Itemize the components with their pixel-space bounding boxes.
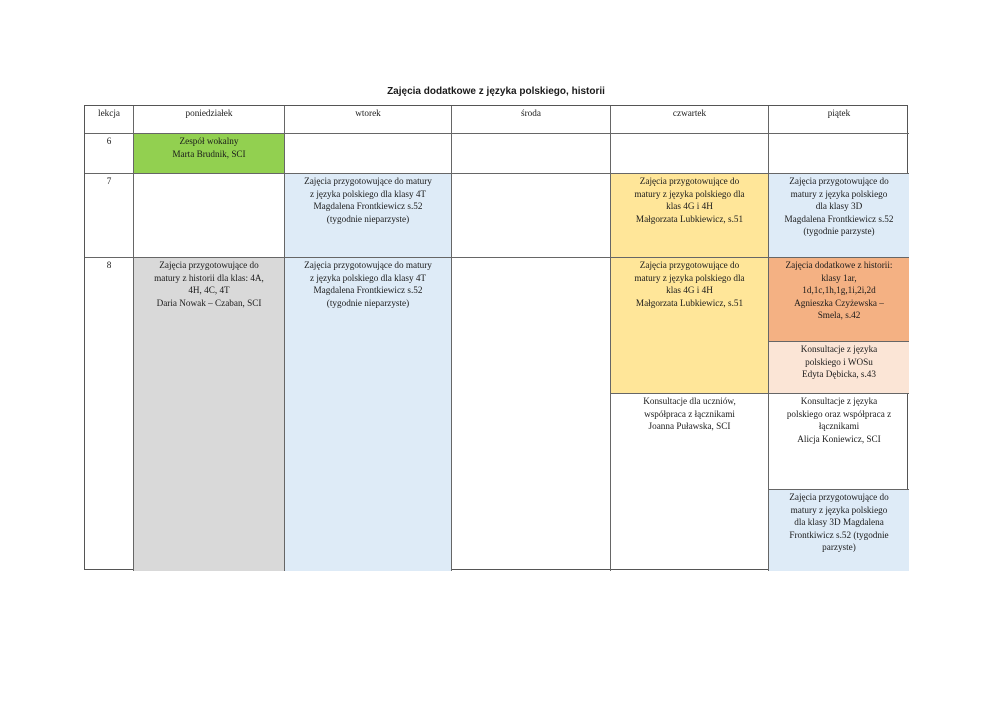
cell-text-line: klasy 1ar, [821,272,857,283]
cell-thursday-8-consultations [611,394,769,571]
cell-text-line: z języka polskiego dla klasy 4T [309,272,427,283]
cell-text-line: Agnieszka Czyżewska – [794,297,884,308]
cell-text-line: parzyste) [822,542,856,553]
cell-text-line: Konsultacje z języka [800,344,878,354]
cell-friday-8-history [769,258,909,342]
cell-text-line: matury z języka polskiego dla [634,188,745,199]
cell-text-line: Konsultacje dla uczniów, [643,396,736,406]
cell-text-line: Konsultacje z języka [800,396,878,406]
cell-text-line: dla klasy 3D Magdalena [794,517,884,528]
header-monday: poniedziałek [134,106,285,134]
cell-tuesday-8 [285,258,452,571]
cell-text-line: 4H, 4C, 4T [188,285,230,296]
cell-tuesday-7 [285,174,452,258]
cell-text-line: Magdalena Frontkiewicz s.52 [313,285,423,296]
cell-monday-6 [134,134,285,174]
header-tuesday: wtorek [285,106,452,134]
cell-text-line: Zajęcia przygotowujące do matury [304,176,432,186]
cell-text-line: łącznikami [818,421,860,432]
cell-text-line: Zajęcia przygotowujące do [789,176,889,186]
cell-text-line: Alicja Koniewicz, SCI [797,433,881,444]
cell-text-line: Zespół wokalny [179,136,239,146]
schedule-table [84,105,908,570]
cell-text-line: polskiego i WOSu [805,356,873,367]
cell-text-line: dla klasy 3D [815,201,863,212]
cell-text-line: matury z historii dla klas: 4A, [154,272,264,283]
cell-text-line: z języka polskiego dla klasy 4T [309,188,427,199]
header-thursday: czwartek [611,106,769,134]
cell-wednesday-6 [452,134,611,174]
cell-text-line: Joanna Puławska, SCI [648,421,731,432]
cell-text-line: Zajęcia przygotowujące do [639,176,740,186]
cell-text-line: Magdalena Frontkiewicz s.52 [313,201,423,212]
cell-text-line: (tygodnie nieparzyste) [326,297,410,308]
cell-wednesday-7 [452,174,611,258]
cell-tuesday-6 [285,134,452,174]
cell-thursday-6 [611,134,769,174]
cell-monday-8 [134,258,285,571]
cell-text-line: Magdalena Frontkiewicz s.52 [784,213,894,224]
cell-text-line: matury z języka polskiego dla [634,272,745,283]
cell-text-line: Małgorzata Lubkiewicz, s.51 [635,297,744,308]
cell-thursday-8 [611,258,769,394]
cell-text-line: Zajęcia przygotowujące do matury [304,260,432,270]
cell-text-line: Edyta Dębicka, s.43 [802,369,876,380]
cell-wednesday-8 [452,258,611,571]
cell-text-line: (tygodnie nieparzyste) [326,213,410,224]
cell-text-line: Marta Brudnik, SCI [172,148,246,159]
cell-friday-8-liaison [769,394,909,490]
cell-text-line: Zajęcia dodatkowe z historii: [785,260,893,270]
cell-monday-7 [134,174,285,258]
header-lekcja: lekcja [85,106,134,134]
cell-text-line: Zajęcia przygotowujące do [159,260,259,270]
cell-friday-7 [769,174,909,258]
cell-friday-8-consultations [769,342,909,394]
cell-text-line: (tygodnie parzyste) [803,226,875,237]
lesson-number-6: 6 [85,134,134,174]
cell-thursday-7 [611,174,769,258]
cell-text-line: matury z języka polskiego [790,188,888,199]
cell-text-line: matury z języka polskiego [790,504,888,515]
cell-text-line: polskiego oraz współpraca z [786,408,892,419]
lesson-number-8: 8 [85,258,134,571]
cell-friday-6 [769,134,909,174]
cell-friday-8-matura [769,490,909,571]
cell-text-line: Małgorzata Lubkiewicz, s.51 [635,213,744,224]
lesson-number-7: 7 [85,174,134,258]
cell-text-line: Smela, s.42 [817,310,861,321]
cell-text-line: Zajęcia przygotowujące do [639,260,740,270]
cell-text-line: klas 4G i 4H [666,201,713,212]
page-title: Zajęcia dodatkowe z języka polskiego, historii [387,86,605,97]
cell-text-line: Daria Nowak – Czaban, SCI [156,297,262,308]
cell-text-line: Zajęcia przygotowujące do [789,492,889,502]
cell-text-line: 1d,1c,1h,1g,1i,2i,2d [802,285,876,296]
cell-text-line: klas 4G i 4H [666,285,713,296]
cell-text-line: Frontkiwicz s.52 (tygodnie [789,529,889,540]
cell-text-line: współpraca z łącznikami [644,408,735,419]
header-wednesday: środa [452,106,611,134]
header-friday: piątek [769,106,909,134]
